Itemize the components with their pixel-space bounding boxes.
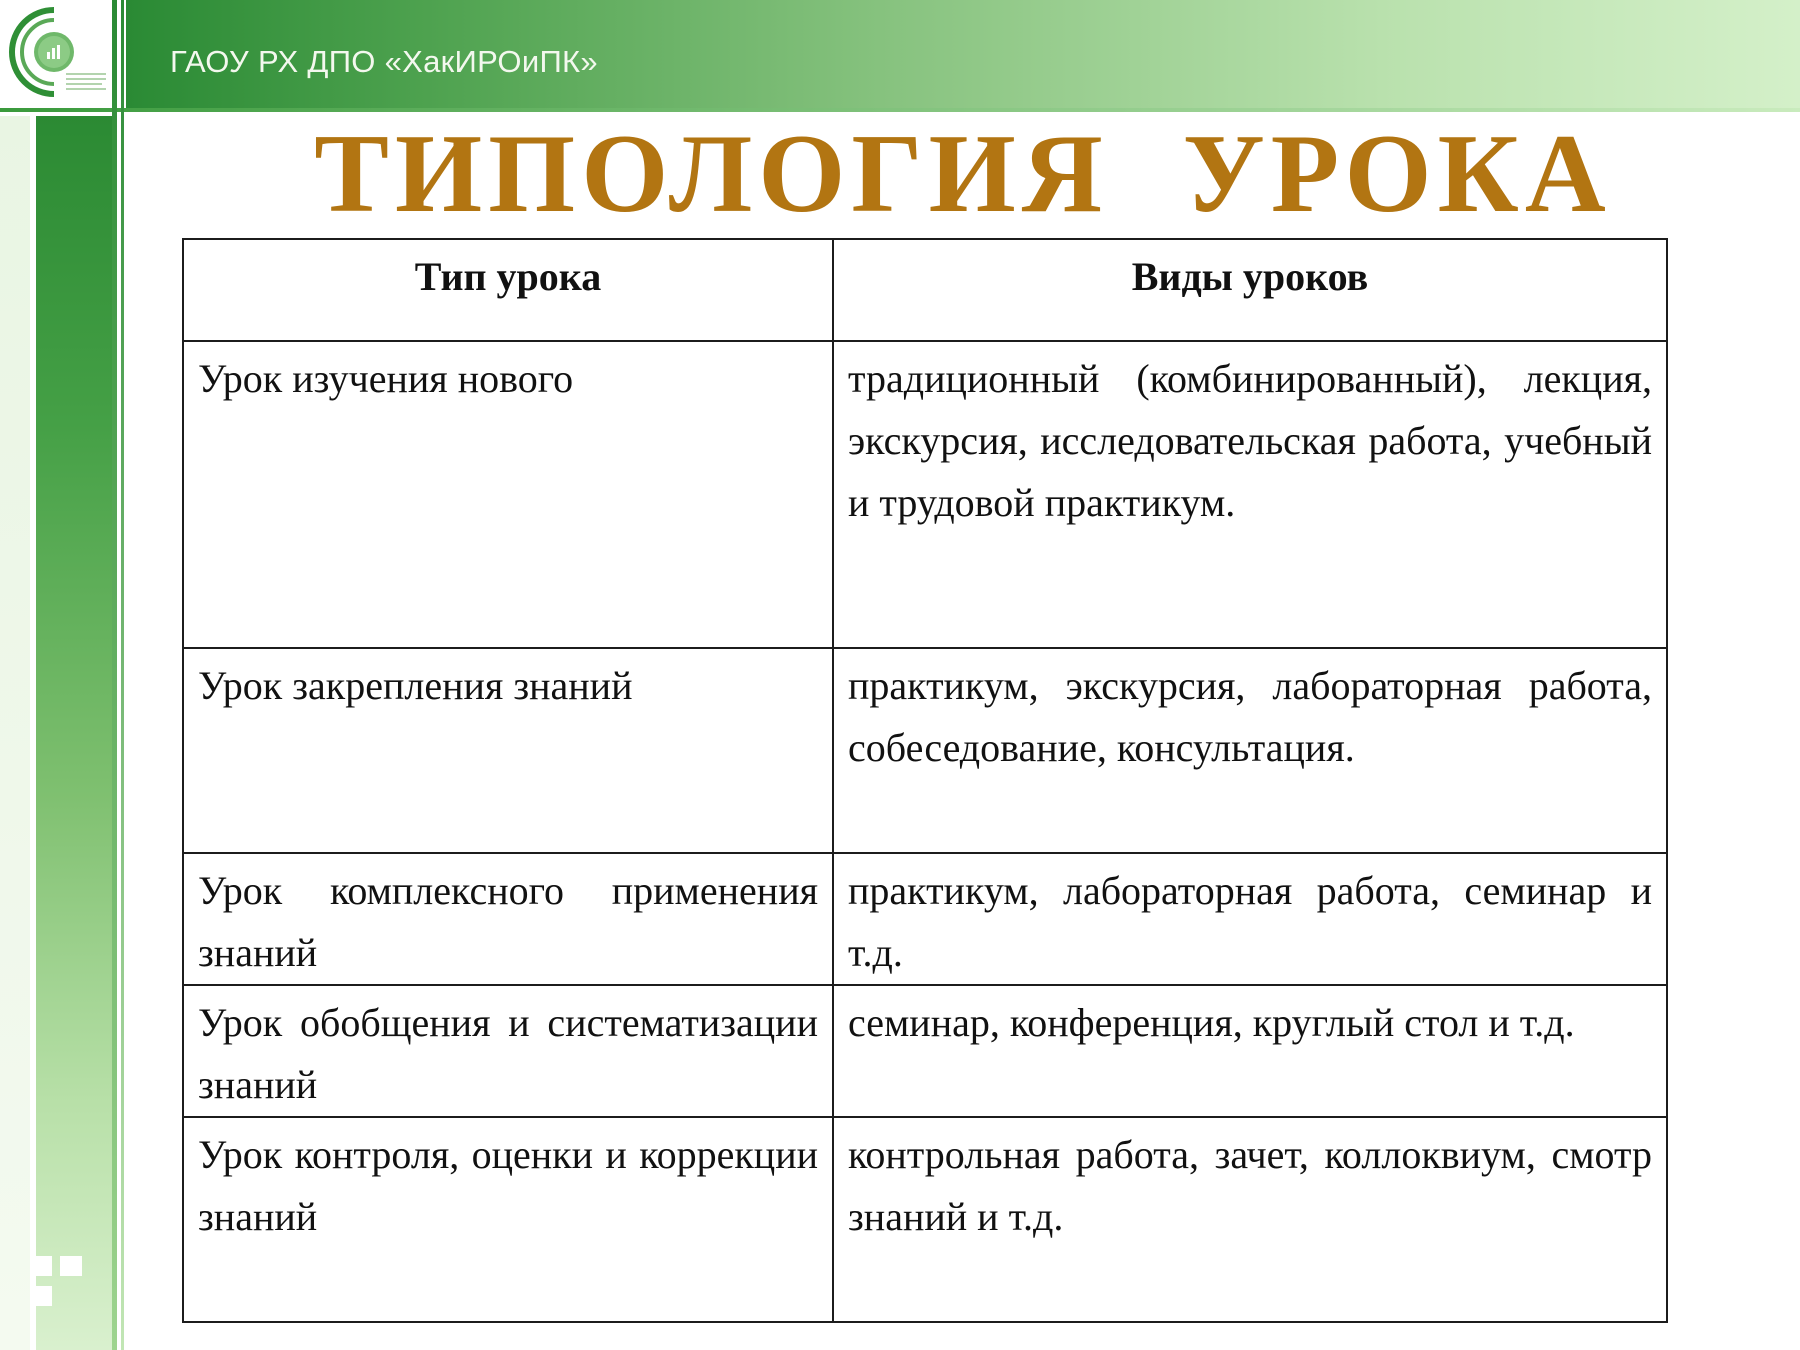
table-row	[183, 853, 1667, 985]
table-row	[183, 648, 1667, 853]
lesson-kinds-cell: практикум, экскурсия, лабораторная работа, собеседование, консультация.	[833, 648, 1667, 853]
corner-square	[60, 1256, 82, 1276]
corner-square	[30, 1256, 52, 1276]
lesson-kinds-cell: практикум, лабораторная работа, семинар и т.д.	[833, 853, 1667, 985]
lesson-type-cell: Урок закрепления знаний	[183, 648, 833, 853]
lesson-type-cell: Урок обобщения и систематизации знаний	[183, 985, 833, 1117]
sidebar-left-strip	[0, 116, 30, 1350]
lesson-kinds-cell: контрольная работа, зачет, коллоквиум, смотр знаний и т.д.	[833, 1117, 1667, 1322]
column-header-type: Тип урока	[183, 239, 833, 341]
page-title: ТИПОЛОГИЯ УРОКА	[314, 112, 1612, 236]
table-header-row	[183, 239, 1667, 341]
lesson-type-cell: Урок контроля, оценки и коррекции знаний	[183, 1117, 833, 1322]
lesson-type-cell: Урок изучения нового	[183, 341, 833, 648]
lesson-type-cell: Урок комплексного применения знаний	[183, 853, 833, 985]
institute-logo-icon	[6, 4, 110, 100]
corner-square	[30, 1286, 52, 1306]
sidebar-gradient	[36, 116, 112, 1350]
table-row	[183, 985, 1667, 1117]
lesson-kinds-cell: традиционный (комбинированный), лекция, экскурсия, исследовательская работа, учебный и трудовой практикум.	[833, 341, 1667, 648]
sidebar-divider-line-thin	[121, 0, 124, 1350]
logo-block	[0, 0, 112, 108]
organization-name: ГАОУ РХ ДПО «ХакИРОиПК»	[170, 44, 598, 79]
sidebar-divider-line	[112, 0, 117, 1350]
table-row	[183, 1117, 1667, 1322]
lesson-kinds-cell: семинар, конференция, круглый стол и т.д.	[833, 985, 1667, 1117]
table-row	[183, 341, 1667, 648]
lesson-typology-table	[182, 238, 1668, 1323]
column-header-kinds: Виды уроков	[833, 239, 1667, 341]
